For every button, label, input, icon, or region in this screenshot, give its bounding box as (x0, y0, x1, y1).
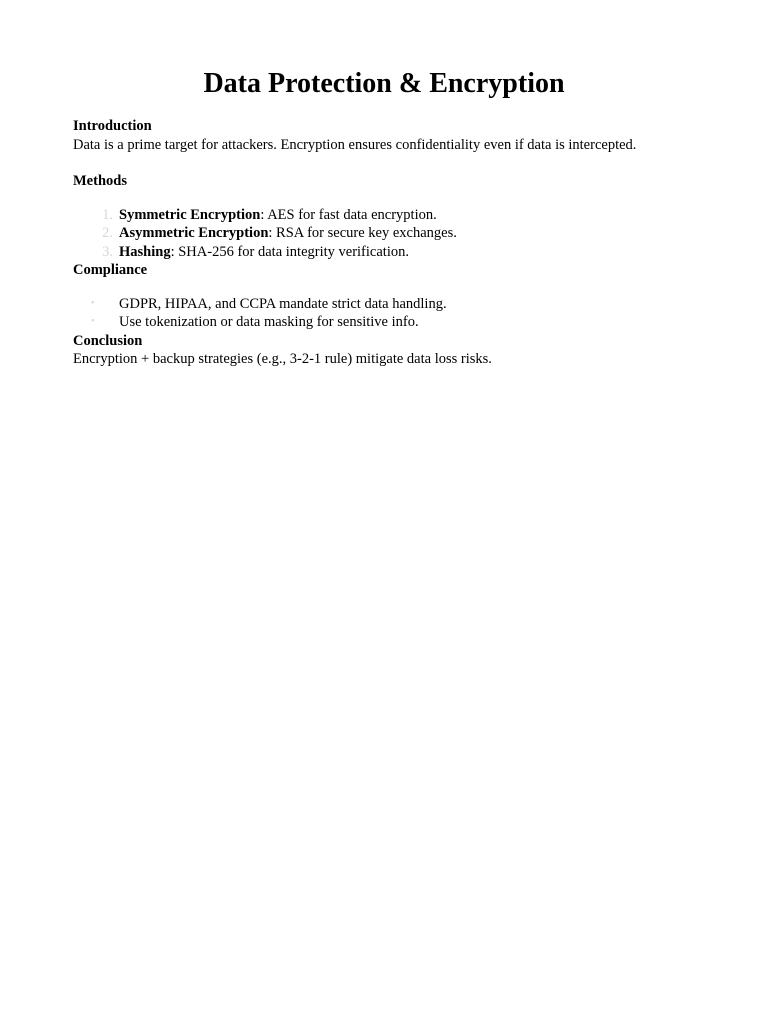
compliance-list (73, 295, 713, 332)
list-number: 2. (102, 225, 113, 241)
document-body (73, 117, 713, 369)
compliance-text: GDPR, HIPAA, and CCPA mandate strict data handling. (119, 295, 447, 312)
method-description: : RSA for secure key exchanges. (268, 225, 457, 241)
conclusion-text: Encryption + backup strategies (e.g., 3-2-1 rule) mitigate data loss risks. (73, 351, 492, 367)
list-item (73, 295, 713, 314)
bullet-icon: • (91, 316, 95, 327)
spacer (73, 280, 713, 295)
compliance-section (73, 261, 713, 332)
conclusion-section (73, 332, 713, 369)
methods-list (73, 206, 713, 262)
introduction-section (73, 117, 713, 154)
methods-section (73, 172, 713, 261)
list-item (73, 206, 713, 225)
introduction-heading: Introduction (73, 118, 152, 134)
method-description: : SHA-256 for data integrity verification. (170, 243, 409, 260)
spacer (73, 154, 713, 172)
spacer (73, 191, 713, 206)
compliance-text: Use tokenization or data masking for sensitive info. (119, 314, 419, 330)
method-term: Hashing (119, 243, 171, 260)
conclusion-heading: Conclusion (73, 332, 143, 349)
list-item (73, 243, 713, 262)
method-term: Asymmetric Encryption (119, 225, 269, 241)
list-number: 3. (102, 243, 113, 260)
method-description: : AES for fast data encryption. (260, 206, 437, 223)
list-item (73, 224, 713, 243)
bullet-icon: • (91, 297, 95, 309)
methods-heading: Methods (73, 173, 127, 189)
compliance-heading: Compliance (73, 262, 148, 278)
page-title: Data Protection & Encryption (203, 68, 565, 99)
list-number: 1. (102, 206, 113, 223)
method-term: Symmetric Encryption (119, 206, 261, 223)
introduction-text: Data is a prime target for attackers. Encryption ensures confidentiality even if data is intercepted. (73, 136, 637, 153)
list-item (73, 313, 713, 332)
